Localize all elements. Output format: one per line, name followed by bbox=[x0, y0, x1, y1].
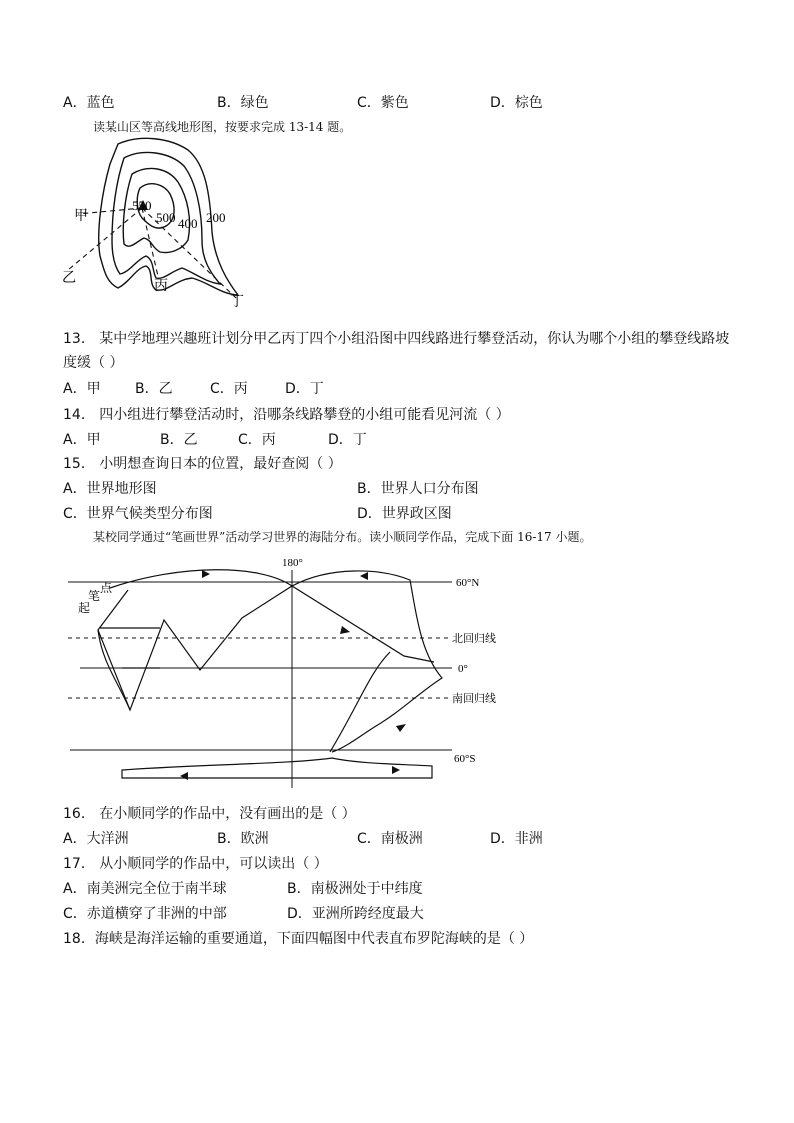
continent-stroke-south bbox=[98, 630, 390, 752]
q17-option-c[interactable]: C．赤道横穿了非洲的中部 bbox=[63, 906, 227, 922]
arrow-2 bbox=[360, 572, 368, 580]
arrow-3 bbox=[340, 626, 350, 634]
q13-option-d[interactable]: D．丁 bbox=[285, 381, 324, 397]
label-bing: 丙 bbox=[154, 279, 168, 294]
q15-option-d[interactable]: D．世界政区图 bbox=[357, 506, 452, 522]
start-qi: 起 bbox=[78, 601, 91, 615]
q13-option-b[interactable]: B．乙 bbox=[135, 381, 173, 397]
label-tropic-cancer: 北回归线 bbox=[452, 633, 496, 645]
q12-option-d[interactable]: D．棕色 bbox=[490, 95, 543, 111]
q13-line2: 度缓（ ） bbox=[63, 355, 124, 371]
q17-option-d[interactable]: D．亚洲所跨经度最大 bbox=[287, 906, 424, 922]
q15-option-a[interactable]: A．世界地形图 bbox=[63, 481, 157, 497]
q17-option-b[interactable]: B．南极洲处于中纬度 bbox=[287, 881, 423, 897]
q13-option-c[interactable]: C．丙 bbox=[210, 381, 248, 397]
continent-stroke-eurasia bbox=[110, 570, 442, 752]
q17-option-a[interactable]: A．南美洲完全位于南半球 bbox=[63, 881, 227, 897]
intro-13-14: 读某山区等高线地形图，按要求完成 13-14 题。 bbox=[93, 120, 352, 134]
start-dian: 点 bbox=[100, 581, 113, 595]
arrow-6 bbox=[392, 766, 400, 774]
intro-16-17: 某校同学通过“笔画世界”活动学习世界的海陆分布。读小顺同学作品，完成下面 16-17 小题。 bbox=[93, 530, 592, 544]
start-bi: 笔 bbox=[88, 589, 101, 603]
label-180: 180° bbox=[282, 557, 303, 569]
q14-option-c[interactable]: C．丙 bbox=[238, 432, 276, 448]
q15-text: 15． 小明想查询日本的位置，最好查阅（ ） bbox=[63, 456, 342, 472]
q12-option-c[interactable]: C．紫色 bbox=[357, 95, 409, 111]
q14-text: 14． 四小组进行攀登活动时，沿哪条线路攀登的小组可能看见河流（ ） bbox=[63, 407, 510, 423]
label-tropic-capricorn: 南回归线 bbox=[452, 693, 496, 705]
label-yi: 乙 bbox=[62, 271, 76, 286]
q14-option-a[interactable]: A．甲 bbox=[63, 432, 101, 448]
q14-option-b[interactable]: B．乙 bbox=[160, 432, 198, 448]
elev-200: 200 bbox=[206, 210, 226, 225]
q16-option-c[interactable]: C．南极洲 bbox=[357, 831, 423, 847]
q15-option-c[interactable]: C．世界气候类型分布图 bbox=[63, 506, 213, 522]
q16-option-d[interactable]: D．非洲 bbox=[490, 831, 543, 847]
arrow-4 bbox=[396, 724, 406, 732]
q18-text: 18．海峡是海洋运输的重要通道，下面四幅图中代表直布罗陀海峡的是（ ） bbox=[63, 931, 534, 947]
q16-option-a[interactable]: A．大洋洲 bbox=[63, 831, 129, 847]
elev-500: 500 bbox=[156, 210, 176, 225]
q16-text: 16． 在小顺同学的作品中，没有画出的是（ ） bbox=[63, 806, 356, 822]
continent-stroke-americas bbox=[98, 586, 434, 710]
elev-550: 550 bbox=[132, 198, 152, 213]
q12-option-b[interactable]: B．绿色 bbox=[217, 95, 269, 111]
label-60n: 60°N bbox=[456, 577, 480, 589]
q16-option-b[interactable]: B．欧洲 bbox=[217, 831, 269, 847]
world-sketch bbox=[60, 552, 510, 790]
q17-text: 17． 从小顺同学的作品中，可以读出（ ） bbox=[63, 856, 328, 872]
label-60s: 60°S bbox=[454, 753, 476, 765]
q12-option-a[interactable]: A．蓝色 bbox=[63, 95, 115, 111]
label-jia: 甲 bbox=[74, 209, 88, 224]
label-equator: 0° bbox=[458, 663, 468, 675]
q14-option-d[interactable]: D．丁 bbox=[328, 432, 367, 448]
arrow-1 bbox=[202, 570, 210, 578]
arrow-5 bbox=[180, 772, 188, 780]
continent-stroke-antarctica bbox=[122, 758, 432, 778]
elev-400: 400 bbox=[178, 216, 198, 231]
q13-line1: 13． 某中学地理兴趣班计划分甲乙丙丁四个小组沿图中四线路进行攀登活动，你认为哪个小组的攀登线路坡 bbox=[63, 331, 730, 347]
label-ding: 丁 bbox=[230, 295, 244, 307]
q15-option-b[interactable]: B．世界人口分布图 bbox=[357, 481, 479, 497]
q13-option-a[interactable]: A．甲 bbox=[63, 381, 101, 397]
contour-map bbox=[60, 132, 260, 307]
